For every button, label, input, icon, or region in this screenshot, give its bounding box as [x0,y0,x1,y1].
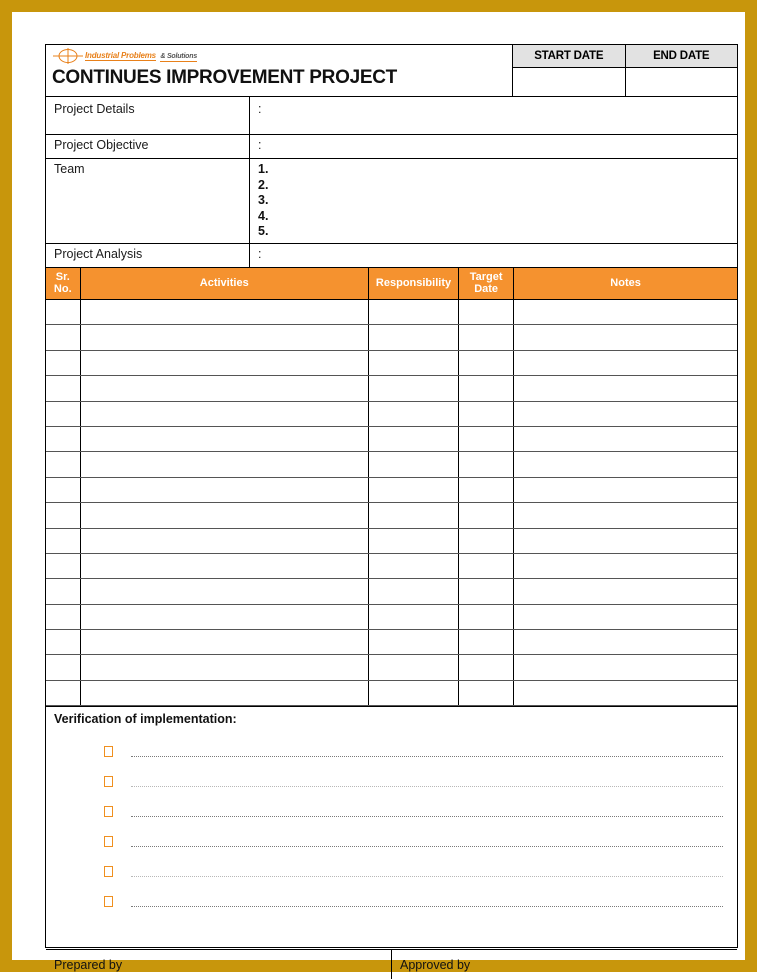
cell-notes[interactable] [514,401,737,426]
table-row [46,655,737,680]
cell-responsibility[interactable] [368,325,458,350]
title-and-logo-area [46,45,513,96]
cell-activity[interactable] [80,579,368,604]
checkbox-icon[interactable] [104,746,113,757]
verification-item [46,826,737,856]
verification-write-in-line[interactable] [131,906,723,907]
approved-by-cell[interactable] [391,950,737,979]
end-date-label: END DATE [625,45,738,67]
cell-sr-no[interactable] [46,477,80,502]
table-row [46,325,737,350]
cell-activity[interactable] [80,350,368,375]
logo-line-1: Industrial Problems [85,51,156,61]
cell-target-date[interactable] [459,528,514,553]
cell-responsibility[interactable] [368,680,458,705]
cell-sr-no[interactable] [46,376,80,401]
project-objective-label: Project Objective [46,135,250,158]
activities-table [46,268,737,706]
cell-notes[interactable] [514,325,737,350]
cell-activity[interactable] [80,452,368,477]
cell-responsibility[interactable] [368,553,458,578]
table-row [46,350,737,375]
cell-notes[interactable] [514,300,737,325]
team-members-field[interactable] [250,159,737,243]
cell-notes[interactable] [514,452,737,477]
verification-write-in-line[interactable] [131,816,723,817]
cell-target-date[interactable] [459,604,514,629]
crosshair-target-icon [52,48,84,64]
cell-responsibility[interactable] [368,426,458,451]
cell-sr-no[interactable] [46,325,80,350]
cell-sr-no[interactable] [46,401,80,426]
table-row [46,376,737,401]
cell-notes[interactable] [514,655,737,680]
checkbox-icon[interactable] [104,806,113,817]
cell-sr-no[interactable] [46,503,80,528]
cell-target-date[interactable] [459,426,514,451]
verification-item [46,766,737,796]
table-row [46,630,737,655]
activities-table-header-row [46,268,737,300]
cell-target-date[interactable] [459,452,514,477]
cell-activity[interactable] [80,604,368,629]
verification-write-in-line[interactable] [131,876,723,877]
cell-notes[interactable] [514,350,737,375]
cell-notes[interactable] [514,579,737,604]
column-header-target-date [459,268,514,300]
cell-notes[interactable] [514,503,737,528]
column-header-activities: Activities [80,268,368,300]
cell-activity[interactable] [80,655,368,680]
cell-activity[interactable] [80,553,368,578]
verification-item [46,856,737,886]
form-header-band [46,45,737,97]
row-project-details [46,97,737,135]
cell-notes[interactable] [514,528,737,553]
cell-responsibility[interactable] [368,655,458,680]
cell-notes[interactable] [514,553,737,578]
table-row [46,300,737,325]
project-details-label: Project Details [46,97,250,134]
verification-title: Verification of implementation: [54,712,237,727]
cell-responsibility[interactable] [368,528,458,553]
cell-sr-no[interactable] [46,604,80,629]
cell-activity[interactable] [80,426,368,451]
team-item[interactable]: 5. [258,224,269,238]
cell-notes[interactable] [514,376,737,401]
table-row [46,604,737,629]
cell-activity[interactable] [80,630,368,655]
checkbox-icon[interactable] [104,776,113,787]
team-item[interactable]: 3. [258,193,269,207]
verification-item [46,736,737,766]
table-row [46,553,737,578]
verification-item [46,796,737,826]
project-objective-field[interactable]: : [258,138,262,152]
verification-write-in-line[interactable] [131,756,723,757]
table-row [46,477,737,502]
cell-responsibility[interactable] [368,350,458,375]
column-header-responsibility: Responsibility [368,268,458,300]
cell-responsibility[interactable] [368,376,458,401]
cell-responsibility[interactable] [368,401,458,426]
page-title: CONTINUES IMPROVEMENT PROJECT [52,67,397,88]
cell-target-date[interactable] [459,350,514,375]
table-row [46,579,737,604]
row-project-analysis [46,244,737,268]
cell-target-date[interactable] [459,325,514,350]
cell-activity[interactable] [80,325,368,350]
start-date-field[interactable] [513,68,625,96]
sr-no-line-1: Sr. [55,271,70,283]
target-date-line-2: Date [474,282,499,295]
cell-notes[interactable] [514,477,737,502]
cell-notes[interactable] [514,426,737,451]
table-row [46,401,737,426]
prepared-by-cell[interactable] [46,950,391,979]
sr-no-line-2: No. [53,282,72,295]
logo-line-2: & Solutions [160,53,198,61]
table-row [46,528,737,553]
cell-activity[interactable] [80,300,368,325]
project-analysis-field[interactable]: : [258,247,262,261]
verification-item [46,886,737,916]
signature-footer [46,949,737,979]
cell-responsibility[interactable] [368,300,458,325]
cell-target-date[interactable] [459,503,514,528]
cell-sr-no[interactable] [46,350,80,375]
team-item[interactable]: 2. [258,177,269,192]
cell-responsibility[interactable] [368,452,458,477]
team-item[interactable]: 4. [258,208,269,223]
cell-notes[interactable] [514,604,737,629]
company-logo [52,47,197,65]
cell-sr-no[interactable] [46,680,80,705]
target-date-line-1: Target [469,271,503,283]
logo-wordmark [85,50,197,62]
cell-sr-no[interactable] [46,630,80,655]
cell-sr-no[interactable] [46,300,80,325]
cell-responsibility[interactable] [368,503,458,528]
checkbox-icon[interactable] [104,896,113,907]
cell-responsibility[interactable] [368,579,458,604]
cell-sr-no[interactable] [46,528,80,553]
cell-target-date[interactable] [459,401,514,426]
team-label: Team [46,159,250,243]
cell-responsibility[interactable] [368,477,458,502]
cell-sr-no[interactable] [46,579,80,604]
cell-target-date[interactable] [459,300,514,325]
cell-target-date[interactable] [459,579,514,604]
start-date-label: START DATE [534,50,604,62]
cell-activity[interactable] [80,477,368,502]
date-value-row [513,68,737,96]
prepared-by-label: Prepared by [54,957,123,972]
end-date-field[interactable] [625,68,738,96]
cell-responsibility[interactable] [368,604,458,629]
project-analysis-label: Project Analysis [46,244,250,267]
cell-activity[interactable] [80,503,368,528]
cell-target-date[interactable] [459,477,514,502]
table-row [46,680,737,705]
row-team [46,159,737,244]
continuous-improvement-form [45,44,738,972]
verification-write-in-line[interactable] [131,846,723,847]
cell-target-date[interactable] [459,376,514,401]
row-project-objective [46,135,737,159]
cell-sr-no[interactable] [46,655,80,680]
cell-sr-no[interactable] [46,452,80,477]
column-header-notes: Notes [514,268,737,300]
table-row [46,452,737,477]
team-item[interactable]: 1. [258,162,269,176]
verification-section [46,706,737,949]
approved-by-label: Approved by [400,957,471,972]
checkbox-icon[interactable] [104,836,113,847]
checkbox-icon[interactable] [104,866,113,877]
activities-table-body [46,300,737,706]
cell-activity[interactable] [80,376,368,401]
verification-write-in-line[interactable] [131,786,723,787]
cell-activity[interactable] [80,401,368,426]
cell-notes[interactable] [514,630,737,655]
date-columns [513,45,737,96]
cell-sr-no[interactable] [46,553,80,578]
verification-list [46,726,737,916]
table-row [46,503,737,528]
cell-target-date[interactable] [459,680,514,705]
project-details-field[interactable]: : [258,102,262,116]
cell-activity[interactable] [80,680,368,705]
table-row [46,426,737,451]
date-header-row [513,45,737,68]
cell-sr-no[interactable] [46,426,80,451]
cell-notes[interactable] [514,680,737,705]
column-header-sr-no [46,268,80,300]
cell-responsibility[interactable] [368,630,458,655]
cell-target-date[interactable] [459,630,514,655]
cell-target-date[interactable] [459,553,514,578]
cell-activity[interactable] [80,528,368,553]
cell-target-date[interactable] [459,655,514,680]
